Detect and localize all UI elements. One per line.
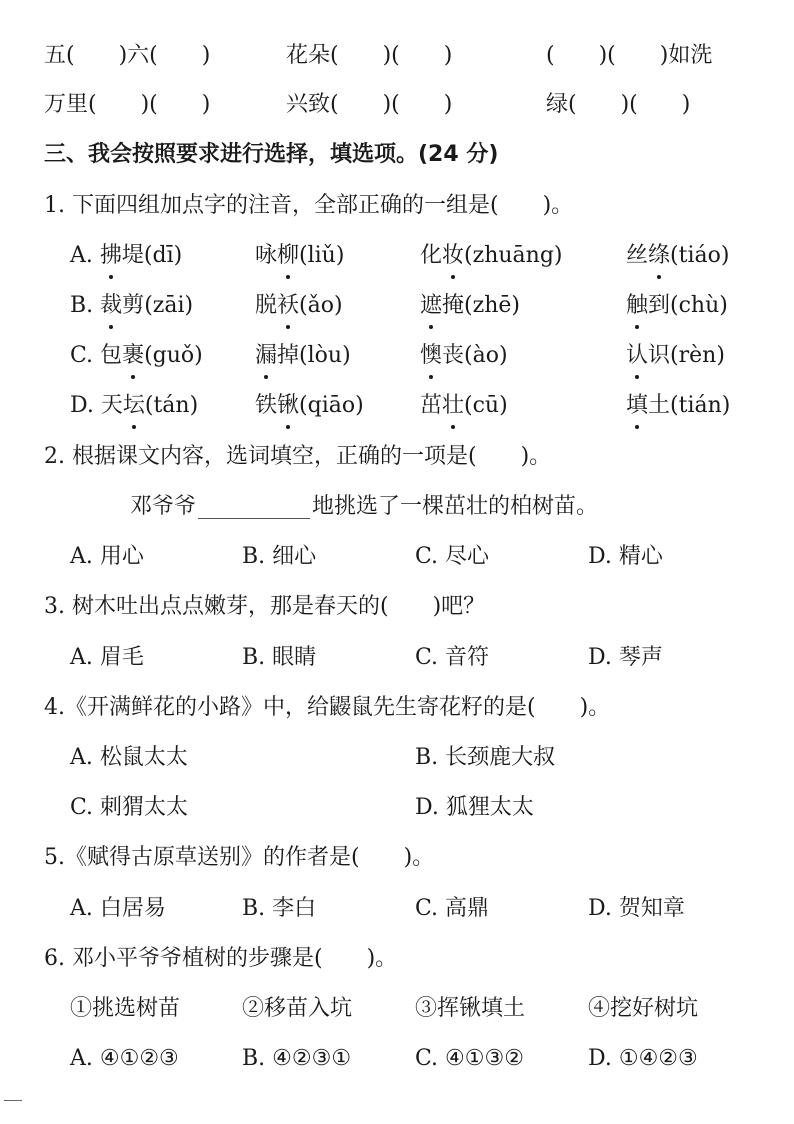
q1-option-row-d	[0, 386, 794, 426]
pinyin: (chù)	[670, 293, 728, 318]
fill-row-2	[0, 85, 794, 125]
pinyin: (ǎo)	[299, 293, 343, 318]
plain-char: 茁	[420, 393, 443, 418]
pinyin: (tián)	[670, 393, 731, 418]
step-item: ④挖好树坑	[588, 996, 699, 1021]
pinyin: (qiāo)	[299, 393, 364, 418]
dotted-char: 拂	[100, 236, 122, 276]
option-b[interactable]: B. 李白	[242, 896, 317, 921]
pinyin-item	[255, 386, 364, 426]
dotted-char: 遮	[420, 286, 442, 326]
question-1	[0, 186, 794, 226]
plain-char: 包	[100, 343, 123, 368]
option-c[interactable]: C. 尽心	[415, 544, 490, 569]
option-b[interactable]: B. 眼睛	[242, 645, 317, 670]
dotted-char: 触	[626, 286, 648, 326]
fill-row-1	[0, 36, 794, 76]
plain-char: 铁	[255, 393, 278, 418]
option-a[interactable]: A. 白居易	[70, 896, 166, 921]
pinyin-item	[420, 336, 508, 376]
pinyin-item	[626, 236, 729, 276]
option-letter: D.	[70, 393, 101, 418]
dotted-char: 填	[626, 386, 648, 426]
option-letter: C.	[70, 343, 101, 368]
option-c[interactable]: C. ④①③②	[415, 1046, 524, 1071]
q1-option-row-a	[0, 236, 794, 276]
option-c[interactable]	[70, 336, 203, 376]
q6-steps	[0, 989, 794, 1029]
option-d[interactable]: D. ①④②③	[588, 1046, 698, 1071]
q6-options	[0, 1039, 794, 1079]
q1-option-row-c	[0, 336, 794, 376]
option-c[interactable]: C. 刺猬太太	[70, 795, 189, 820]
pinyin: (zāi)	[144, 293, 194, 318]
step-item: ②移苗入坑	[242, 996, 353, 1021]
option-letter: B.	[70, 293, 101, 318]
dotted-char: 裁	[100, 286, 122, 326]
q1-option-row-b	[0, 286, 794, 326]
page-corner-mark	[4, 1100, 22, 1101]
fill-item[interactable]: 五( )六( )	[44, 43, 211, 68]
fill-item[interactable]: 兴致( )( )	[286, 92, 453, 117]
question-stem: 2. 根据课文内容，选词填空，正确的一项是( )。	[44, 444, 552, 469]
option-d[interactable]: D. 贺知章	[588, 896, 685, 921]
option-letter: A.	[70, 243, 100, 268]
dotted-char: 坛	[123, 386, 145, 426]
fill-item[interactable]: ( )( )如洗	[546, 43, 713, 68]
answer-blank[interactable]	[198, 490, 310, 519]
fill-item[interactable]: 万里( )( )	[44, 92, 211, 117]
question-stem: 3. 树木吐出点点嫩芽，那是春天的( )吧？	[44, 594, 486, 619]
section-title: 三、我会按照要求进行选择，填选项。(24 分)	[44, 142, 499, 167]
step-item: ①挑选树苗	[70, 996, 181, 1021]
plain-char: 掉	[277, 343, 300, 368]
plain-char: 化	[420, 243, 443, 268]
pinyin: (lòu)	[299, 343, 351, 368]
option-c[interactable]: C. 高鼎	[415, 896, 490, 921]
plain-char: 土	[648, 393, 671, 418]
plain-char: 丝	[626, 243, 649, 268]
q3-options	[0, 638, 794, 678]
plain-char: 掩	[442, 293, 465, 318]
question-stem: 4.《开满鲜花的小路》中，给鼹鼠先生寄花籽的是( )。	[44, 695, 611, 720]
option-c[interactable]: C. 音符	[415, 645, 490, 670]
dotted-char: 妆	[442, 236, 464, 276]
option-d[interactable]: D. 琴声	[588, 645, 663, 670]
question-stem: 5.《赋得古原草送别》的作者是( )。	[44, 845, 435, 870]
step-item: ③挥锹填土	[415, 996, 526, 1021]
dotted-char: 裹	[122, 336, 144, 376]
q5-options	[0, 889, 794, 929]
sentence-before: 邓爷爷	[130, 494, 197, 519]
pinyin: (cū)	[464, 393, 508, 418]
option-a[interactable]: A. 松鼠太太	[70, 745, 188, 770]
question-stem: 1. 下面四组加点字的注音，全部正确的一组是( )。	[44, 193, 574, 218]
pinyin-item	[626, 386, 730, 426]
plain-char: 脱	[255, 293, 278, 318]
sentence-after: 地挑选了一棵茁壮的柏树苗。	[312, 494, 599, 519]
pinyin: (dī)	[143, 243, 183, 268]
pinyin: (rèn)	[670, 343, 725, 368]
question-6	[0, 939, 794, 979]
option-b[interactable]	[70, 286, 193, 326]
dotted-char: 锹	[277, 386, 299, 426]
option-b[interactable]: B. ④②③①	[242, 1046, 352, 1071]
question-stem: 6. 邓小平爷爷植树的步骤是( )。	[44, 946, 398, 971]
plain-char: 剪	[122, 293, 145, 318]
option-b[interactable]: B. 细心	[242, 544, 317, 569]
plain-char: 咏	[255, 243, 278, 268]
option-a[interactable]: A. ④①②③	[70, 1046, 179, 1071]
option-a[interactable]	[70, 236, 182, 276]
option-b[interactable]: B. 长颈鹿大叔	[415, 745, 556, 770]
option-d[interactable]: D. 狐狸太太	[415, 795, 534, 820]
pinyin-item	[420, 386, 508, 426]
plain-char: 堤	[121, 243, 144, 268]
dotted-char: 袄	[277, 286, 299, 326]
section-heading	[0, 135, 794, 175]
dotted-char: 懊	[420, 336, 442, 376]
plain-char: 到	[648, 293, 671, 318]
pinyin: (zhē)	[464, 293, 520, 318]
pinyin-item	[255, 236, 344, 276]
plain-char: 天	[100, 393, 123, 418]
question-5	[0, 838, 794, 878]
pinyin: (tán)	[144, 393, 199, 418]
dotted-char: 漏	[255, 336, 277, 376]
pinyin: (zhuāng)	[464, 243, 563, 268]
fill-item[interactable]: 花朵( )( )	[286, 43, 453, 68]
fill-item[interactable]: 绿( )( )	[546, 92, 691, 117]
pinyin: (tiáo)	[670, 243, 730, 268]
option-d[interactable]	[70, 386, 198, 426]
pinyin-item	[420, 236, 563, 276]
q2-options	[0, 537, 794, 577]
option-a[interactable]: A. 用心	[70, 544, 144, 569]
q4-options-row-2	[0, 788, 794, 828]
dotted-char: 壮	[442, 386, 464, 426]
question-2	[0, 437, 794, 477]
pinyin-item	[255, 286, 343, 326]
plain-char: 丧	[442, 343, 465, 368]
dotted-char: 绦	[648, 236, 670, 276]
fill-sentence	[0, 487, 794, 527]
option-a[interactable]: A. 眉毛	[70, 645, 144, 670]
pinyin: (liǔ)	[299, 243, 345, 268]
plain-char: 识	[648, 343, 671, 368]
pinyin: (guǒ)	[144, 343, 203, 368]
option-d[interactable]: D. 精心	[588, 544, 663, 569]
pinyin-item	[626, 336, 725, 376]
pinyin-item	[255, 336, 351, 376]
pinyin-item	[626, 286, 728, 326]
pinyin: (ào)	[464, 343, 508, 368]
pinyin-item	[420, 286, 520, 326]
q4-options-row-1	[0, 738, 794, 778]
question-4	[0, 688, 794, 728]
question-3	[0, 587, 794, 627]
dotted-char: 柳	[277, 236, 299, 276]
dotted-char: 认	[626, 336, 648, 376]
